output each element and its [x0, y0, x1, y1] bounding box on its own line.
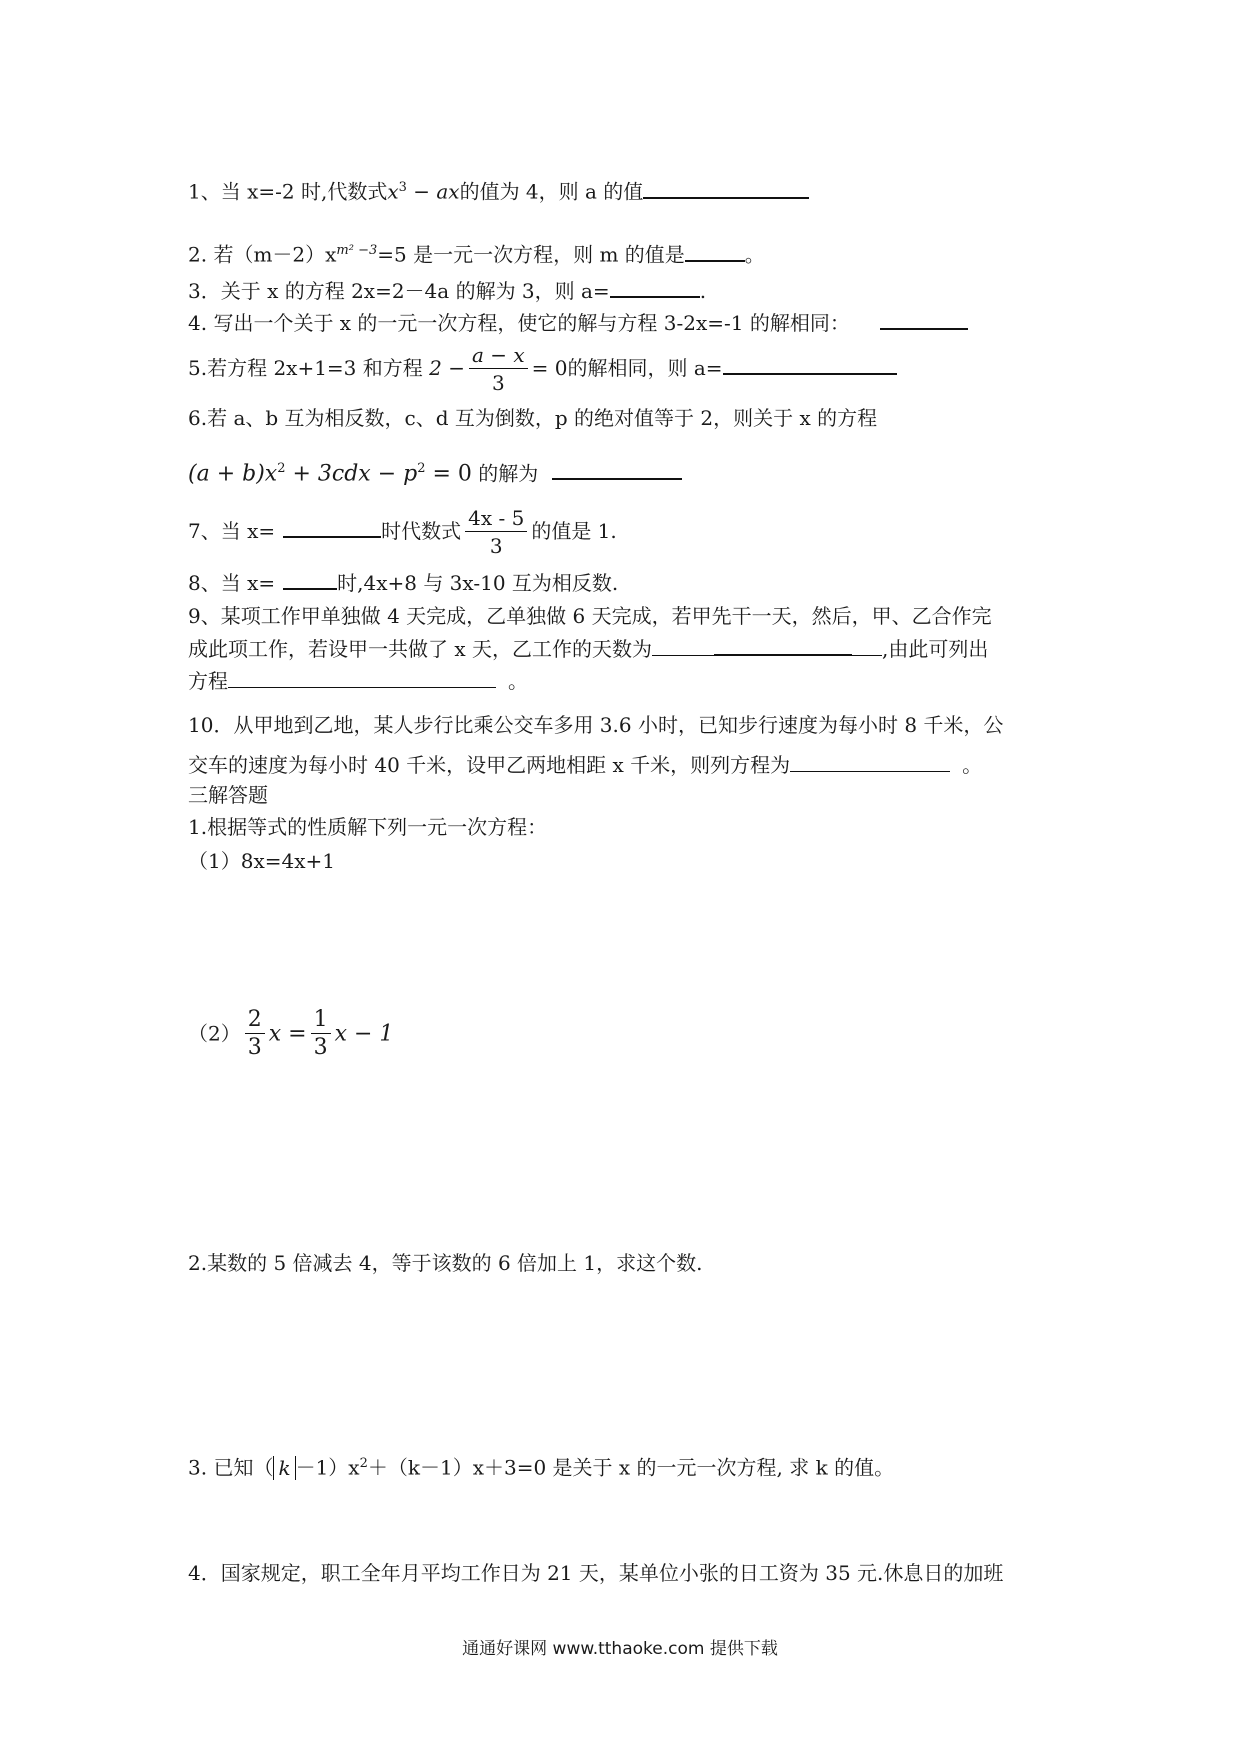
question-10-line-1: 10．从甲地到乙地，某人步行比乘公交车多用 3.6 小时，已知步行速度为每小时 8 千米，公: [188, 713, 1004, 737]
solve-3: 3. 已知（ $k -1)x^2+(k-1)x+3=0$ 是关于 x 的一元一次方程, 求 k 的值。: [188, 1455, 895, 1480]
question-9-line-3: 方程 。: [188, 669, 528, 693]
question-7: 7、当 x= 时代数式 $\frac{4x - 5}{3}$ 的值是 1.: [188, 506, 617, 558]
question-3: 3．关于 x 的方程 2x=2－4a 的解为 3，则 a= .: [188, 279, 707, 303]
answer-blank-4[interactable]: [880, 310, 968, 330]
question-2: 2. 若$(m-2)x^{m^2 -3}=5$ 是一元一次方程，则 m 的值是 。: [188, 242, 765, 267]
question-6-line-1: 6.若 a、b 互为相反数，c、d 互为倒数，p 的绝对值等于 2，则关于 x 的方程: [188, 406, 878, 430]
answer-blank-3[interactable]: [610, 278, 700, 298]
question-6-line-2: $(a + b)x^2 + 3cdx - p^2 = 0$ 的解为: [188, 456, 682, 487]
solve-1-part-2: （2） $\frac{2}{3}$ x = $\frac{1}{3}$ x − 1: [188, 1007, 394, 1060]
answer-blank-6[interactable]: [552, 460, 682, 480]
solve-1-title: 1.根据等式的性质解下列一元一次方程：: [188, 815, 548, 839]
question-8: 8、当 x= 时,4x+8 与 3x-10 互为相反数.: [188, 571, 619, 595]
answer-blank-9b[interactable]: [228, 669, 496, 688]
question-9-line-2: 成此项工作，若设甲一共做了 x 天，乙工作的天数为 ,由此可列出: [188, 637, 989, 661]
question-1: 1、当 x=-2 时,代数式$x^3$ − ax的值为 4，则 a 的值: [188, 175, 809, 205]
answer-blank-10[interactable]: [790, 753, 950, 772]
answer-blank-1[interactable]: [643, 179, 809, 199]
solve-1-part-1: （1）8x=4x+1: [188, 849, 335, 873]
question-9-line-1: 9、某项工作甲单独做 4 天完成，乙单独做 6 天完成，若甲先干一天，然后，甲、乙合作完: [188, 604, 992, 628]
answer-blank-2[interactable]: [685, 242, 745, 262]
page-footer: 通通好课网 www.tthaoke.com 提供下载: [462, 1639, 778, 1659]
answer-blank-7[interactable]: [283, 518, 381, 538]
section-heading: 三解答题: [188, 783, 268, 807]
fraction-5: $\frac{a - x}{3}$: [469, 342, 528, 397]
solve-2: 2.某数的 5 倍减去 4，等于该数的 6 倍加上 1，求这个数.: [188, 1251, 703, 1275]
answer-blank-5[interactable]: [723, 355, 897, 375]
question-10-line-2: 交车的速度为每小时 40 千米，设甲乙两地相距 x 千米，则列方程为 。: [188, 753, 983, 777]
answer-blank-8[interactable]: [283, 570, 337, 590]
question-5: 5.若方程 2x+1=3 和方程 2 − $\frac{a - x}{3}$ = 0的解相同，则 a=: [188, 342, 897, 397]
answer-blank-9a[interactable]: [714, 636, 852, 656]
question-4: 4. 写出一个关于 x 的一元一次方程，使它的解与方程 3-2x=-1 的解相同：: [188, 310, 968, 336]
fraction-7: $\frac{4x - 5}{3}$: [465, 505, 527, 560]
solve-4: 4．国家规定，职工全年月平均工作日为 21 天，某单位小张的日工资为 35 元.休息日的加班: [188, 1561, 1004, 1585]
